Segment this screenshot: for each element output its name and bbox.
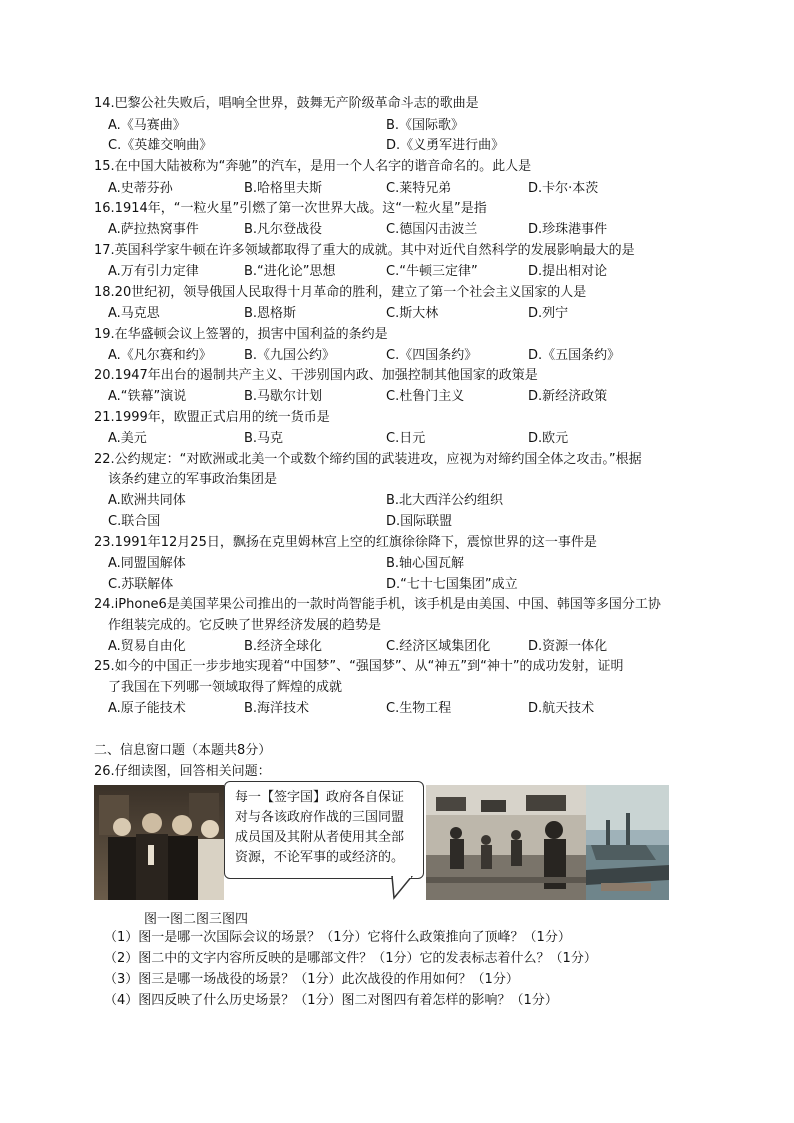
option-a: A.美元: [108, 431, 147, 446]
option-c: C.斯大林: [386, 306, 439, 321]
option-b: B.凡尔登战役: [244, 222, 323, 237]
option-c: C.联合国: [108, 514, 161, 529]
option-b: B.《国际歌》: [386, 118, 465, 133]
option-a: A.原子能技术: [108, 701, 186, 716]
option-d: D.新经济政策: [528, 389, 608, 404]
option-c: C.德国闪击波兰: [386, 222, 478, 237]
question-21: 21.1999年，欧盟正式启用的统一货币是: [94, 410, 330, 425]
sub-question-4: （4）图四反映了什么历史场景？（1分）图二对图四有着怎样的影响？（1分）: [104, 993, 558, 1008]
photo-conference: [94, 785, 224, 900]
option-d: D.《义勇军进行曲》: [386, 138, 505, 153]
option-c: C.经济区域集团化: [386, 639, 491, 654]
option-c: C.莱特兄弟: [386, 181, 452, 196]
option-b: B.海洋技术: [244, 701, 310, 716]
option-b: B.马克: [244, 431, 284, 446]
option-b: B.《九国公约》: [244, 348, 336, 363]
option-a: A.万有引力定律: [108, 264, 199, 279]
option-d: D.提出相对论: [528, 264, 608, 279]
option-a: A.马克思: [108, 306, 160, 321]
option-b: B.北大西洋公约组织: [386, 493, 504, 508]
quote-text: 每一【签字国】政府各自保证对与各该政府作战的三国同盟成员国及其附从者使用其全部资源，不论军事的或经济的。: [235, 790, 405, 865]
question-14: 14.巴黎公社失败后，唱响全世界，鼓舞无产阶级革命斗志的歌曲是: [94, 96, 479, 111]
option-d: D.卡尔·本茨: [528, 181, 599, 196]
option-a: A.贸易自由化: [108, 639, 186, 654]
question-15: 15.在中国大陆被称为“奔驰”的汽车，是用一个人名字的谐音命名的。此人是: [94, 159, 532, 174]
option-c: C.生物工程: [386, 701, 452, 716]
option-d: D.欧元: [528, 431, 569, 446]
option-b: B.恩格斯: [244, 306, 297, 321]
option-b: B.经济全球化: [244, 639, 323, 654]
option-b: B.“进化论”思想: [244, 264, 336, 279]
photo-harbor: [586, 785, 669, 900]
option-c: C.苏联解体: [108, 577, 174, 592]
question-18: 18.20世纪初，领导俄国人民取得十月革命的胜利，建立了第一个社会主义国家的人是: [94, 285, 587, 300]
question-22: 22.公约规定：“对欧洲或北美一个或数个缔约国的武装进攻，应视为对缔约国全体之攻击。”根据: [94, 452, 642, 467]
option-d: D.珍珠港事件: [528, 222, 608, 237]
question-24-cont: 作组装完成的。它反映了世界经济发展的趋势是: [108, 618, 382, 633]
option-a: A.欧洲共同体: [108, 493, 186, 508]
question-23: 23.1991年12月25日，飘扬在克里姆林宫上空的红旗徐徐降下，震惊世界的这一事件是: [94, 535, 597, 550]
option-d: D.列宁: [528, 306, 569, 321]
bubble-tail: [388, 876, 428, 900]
option-a: A.“铁幕”演说: [108, 389, 187, 404]
question-20: 20.1947年出台的遏制共产主义、干涉别国内政、加强控制其他国家的政策是: [94, 368, 538, 383]
option-a: A.萨拉热窝事件: [108, 222, 199, 237]
option-d: D.资源一体化: [528, 639, 608, 654]
option-d: D.《五国条约》: [528, 348, 621, 363]
option-c: C.《英雄交响曲》: [108, 138, 213, 153]
question-16: 16.1914年，“一粒火星”引燃了第一次世界大战。这“一粒火星”是指: [94, 201, 487, 216]
option-b: B.哈格里夫斯: [244, 181, 323, 196]
question-17: 17.英国科学家牛顿在许多领域都取得了重大的成就。其中对近代自然科学的发展影响最大的是: [94, 243, 635, 258]
sub-question-3: （3）图三是哪一场战役的场景？（1分）此次战役的作用如何？（1分）: [104, 972, 519, 987]
option-a: A.《马赛曲》: [108, 118, 186, 133]
option-b: B.马歇尔计划: [244, 389, 323, 404]
sub-question-2: （2）图二中的文字内容所反映的是哪部文件？（1分）它的发表标志着什么？（1分）: [104, 951, 597, 966]
question-22-cont: 该条约建立的军事政治集团是: [108, 472, 278, 487]
question-24: 24.iPhone6是美国苹果公司推出的一款时尚智能手机，该手机是由美国、中国、韩国等多国分工协: [94, 597, 661, 612]
option-c: C.杜鲁门主义: [386, 389, 465, 404]
sub-question-1: （1）图一是哪一次国际会议的场景？（1分）它将什么政策推向了顶峰？（1分）: [104, 930, 571, 945]
question-26: 26.仔细读图，回答相关问题：: [94, 764, 271, 779]
option-c: C.日元: [386, 431, 426, 446]
option-a: A.《凡尔赛和约》: [108, 348, 212, 363]
option-a: A.史蒂芬孙: [108, 181, 173, 196]
question-25-cont: 了我国在下列哪一领域取得了辉煌的成就: [108, 680, 343, 695]
option-c: C.“牛顿三定律”: [386, 264, 478, 279]
option-b: B.轴心国瓦解: [386, 556, 465, 571]
option-c: C.《四国条约》: [386, 348, 478, 363]
question-25: 25.如今的中国正一步步地实现着“中国梦”、“强国梦”、从“神五”到“神十”的成功发射，证明: [94, 659, 624, 674]
photo-battle: [426, 785, 586, 900]
option-d: D.国际联盟: [386, 514, 453, 529]
question-19: 19.在华盛顿会议上签署的，损害中国利益的条约是: [94, 327, 388, 342]
section-title: 二、信息窗口题（本题共8分）: [94, 743, 272, 758]
figure-caption: 图一图二图三图四: [144, 912, 249, 927]
option-d: D.航天技术: [528, 701, 595, 716]
option-d: D.“七十七国集团”成立: [386, 577, 518, 592]
figure-2-quote-bubble: [224, 781, 424, 879]
option-a: A.同盟国解体: [108, 556, 186, 571]
